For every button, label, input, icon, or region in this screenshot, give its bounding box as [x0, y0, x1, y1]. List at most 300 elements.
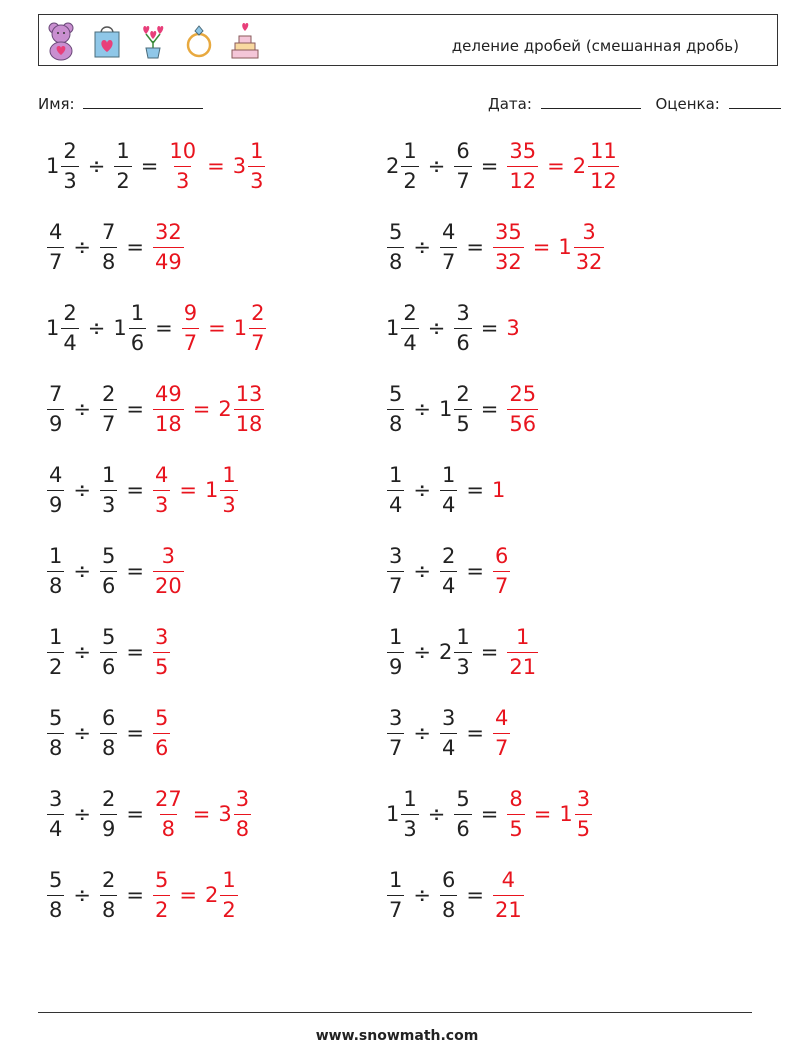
numerator: 1	[250, 139, 264, 164]
fraction	[493, 220, 524, 273]
equals-sign: =	[466, 559, 484, 583]
denominator: 49	[153, 247, 184, 274]
fraction	[153, 544, 184, 597]
fraction	[387, 463, 404, 516]
problem-item	[46, 697, 171, 769]
equals-sign: =	[126, 640, 144, 664]
answer	[492, 544, 511, 597]
fraction	[47, 706, 64, 759]
equals-sign: =	[480, 316, 499, 340]
problem-item	[386, 859, 525, 931]
divide-sign: ÷	[413, 559, 431, 583]
denominator: 2	[47, 652, 64, 679]
denominator: 20	[153, 571, 184, 598]
numerator: 4	[49, 463, 63, 488]
numerator: 4	[494, 706, 509, 731]
whole-number: 2	[218, 397, 232, 421]
whole-number: 3	[506, 316, 520, 340]
fraction	[507, 787, 524, 840]
divide-sign: ÷	[427, 316, 446, 340]
name-field-row	[38, 94, 203, 113]
fraction	[153, 382, 184, 435]
denominator: 9	[47, 490, 64, 517]
numerator: 1	[116, 139, 130, 164]
answer	[152, 544, 185, 597]
whole-number: 1	[46, 154, 60, 178]
fraction	[401, 301, 418, 354]
denominator: 7	[454, 166, 471, 193]
numerator: 7	[101, 220, 116, 245]
numerator: 25	[509, 382, 537, 407]
problem-item	[386, 616, 539, 688]
teddy-bear-icon	[45, 19, 77, 61]
denominator: 7	[387, 571, 404, 598]
divide-sign: ÷	[87, 154, 106, 178]
fraction	[220, 868, 237, 921]
problem-item	[46, 859, 239, 931]
divide-sign: ÷	[413, 235, 431, 259]
whole-number: 1	[438, 397, 453, 421]
numerator: 5	[154, 868, 169, 893]
numerator: 6	[456, 139, 470, 164]
footer-divider	[38, 1012, 752, 1013]
answer	[166, 139, 266, 192]
numerator: 1	[389, 625, 403, 650]
numerator: 8	[509, 787, 523, 812]
fraction	[507, 625, 538, 678]
grade-field[interactable]	[729, 94, 781, 109]
divide-sign: ÷	[73, 478, 91, 502]
fraction	[440, 220, 457, 273]
footer-url: www.snowmath.com	[315, 1028, 479, 1044]
fraction	[387, 382, 404, 435]
answer	[152, 382, 265, 435]
fraction	[401, 139, 418, 192]
equals-sign: =	[192, 397, 211, 421]
divide-sign: ÷	[427, 802, 446, 826]
whole-number: 3	[218, 802, 232, 826]
fraction	[507, 139, 538, 192]
numerator: 3	[456, 301, 470, 326]
equals-sign: =	[126, 235, 144, 259]
divide-sign: ÷	[427, 154, 446, 178]
denominator: 4	[47, 814, 64, 841]
denominator: 7	[47, 247, 64, 274]
fraction	[47, 787, 64, 840]
fraction	[153, 706, 170, 759]
problem-item	[386, 535, 511, 607]
denominator: 8	[234, 814, 251, 841]
fraction	[454, 787, 471, 840]
fraction	[47, 382, 64, 435]
denominator: 7	[440, 247, 457, 274]
answer	[506, 139, 619, 192]
fraction	[387, 220, 404, 273]
whole-number: 1	[558, 235, 572, 259]
cake-icon	[229, 19, 261, 61]
denominator: 3	[100, 490, 117, 517]
fraction	[234, 787, 251, 840]
denominator: 6	[454, 328, 471, 355]
equals-sign: =	[480, 640, 499, 664]
numerator: 3	[235, 787, 250, 812]
whole-number: 3	[232, 154, 247, 178]
answer	[152, 706, 171, 759]
answer	[506, 316, 520, 340]
denominator: 4	[61, 328, 78, 355]
denominator: 4	[440, 571, 457, 598]
whole-number: 1	[233, 316, 248, 340]
fraction	[387, 706, 404, 759]
numerator: 5	[389, 220, 403, 245]
equals-sign: =	[126, 802, 144, 826]
equals-sign: =	[466, 883, 484, 907]
numerator: 5	[101, 544, 116, 569]
numerator: 3	[576, 787, 591, 812]
denominator: 21	[493, 895, 524, 922]
worksheet-title: деление дробей (смешанная дробь)	[451, 37, 739, 55]
numerator: 1	[403, 139, 417, 164]
answer	[506, 382, 539, 435]
fraction	[454, 625, 471, 678]
equals-sign: =	[466, 478, 484, 502]
numerator: 1	[49, 625, 63, 650]
equals-sign: =	[126, 883, 144, 907]
fraction	[575, 787, 592, 840]
numerator: 5	[49, 706, 63, 731]
date-field[interactable]	[541, 94, 641, 109]
equals-sign: =	[140, 154, 159, 178]
numerator: 3	[389, 544, 403, 569]
denominator: 5	[575, 814, 592, 841]
denominator: 6	[100, 652, 117, 679]
numerator: 1	[222, 868, 236, 893]
equals-sign: =	[547, 154, 565, 178]
divide-sign: ÷	[413, 397, 431, 421]
denominator: 2	[220, 895, 237, 922]
equals-sign: =	[155, 316, 173, 340]
answer	[492, 706, 511, 759]
answer	[152, 625, 171, 678]
equals-sign: =	[179, 883, 197, 907]
heart-plant-icon	[137, 19, 169, 61]
numerator: 1	[222, 463, 236, 488]
problem-item	[386, 697, 511, 769]
answer	[181, 301, 268, 354]
problem-item	[46, 292, 267, 364]
fraction	[100, 544, 117, 597]
equals-sign: =	[207, 154, 225, 178]
denominator: 8	[100, 247, 117, 274]
denominator: 6	[129, 328, 146, 355]
denominator: 7	[387, 733, 404, 760]
date-grade-row	[488, 94, 781, 113]
denominator: 3	[61, 166, 78, 193]
divide-sign: ÷	[413, 721, 431, 745]
numerator: 6	[101, 706, 116, 731]
fraction	[47, 625, 64, 678]
denominator: 2	[114, 166, 131, 193]
whole-number: 2	[204, 883, 219, 907]
equals-sign: =	[466, 235, 484, 259]
numerator: 35	[509, 139, 537, 164]
divide-sign: ÷	[73, 802, 91, 826]
denominator: 2	[153, 895, 170, 922]
numerator: 2	[63, 139, 77, 164]
denominator: 4	[401, 328, 418, 355]
denominator: 8	[100, 895, 117, 922]
denominator: 9	[100, 814, 117, 841]
denominator: 8	[387, 409, 404, 436]
numerator: 1	[101, 463, 116, 488]
problem-item	[46, 130, 266, 202]
divide-sign: ÷	[413, 640, 431, 664]
answer	[492, 478, 506, 502]
problem-item	[46, 454, 239, 526]
problem-item	[386, 292, 521, 364]
fraction	[387, 868, 404, 921]
equals-sign: =	[126, 397, 144, 421]
numerator: 10	[169, 139, 197, 164]
header-icons	[45, 19, 261, 61]
answer	[506, 625, 539, 678]
gift-bag-icon	[91, 19, 123, 61]
answer	[152, 868, 239, 921]
ring-icon	[183, 19, 215, 61]
numerator: 1	[389, 868, 403, 893]
problem-item	[386, 454, 506, 526]
numerator: 1	[441, 463, 456, 488]
fraction	[100, 463, 117, 516]
answer	[492, 868, 525, 921]
numerator: 5	[49, 868, 63, 893]
numerator: 2	[101, 868, 116, 893]
numerator: 1	[130, 301, 145, 326]
fraction	[100, 382, 117, 435]
whole-number: 2	[572, 154, 587, 178]
fraction	[100, 220, 117, 273]
equals-sign: =	[126, 721, 144, 745]
denominator: 5	[153, 652, 170, 679]
numerator: 2	[251, 301, 265, 326]
denominator: 4	[440, 733, 457, 760]
fraction	[440, 706, 457, 759]
fraction	[47, 544, 64, 597]
answer	[152, 787, 252, 840]
fraction	[493, 544, 510, 597]
equals-sign: =	[192, 802, 211, 826]
answer	[492, 220, 605, 273]
divide-sign: ÷	[73, 640, 91, 664]
whole-number: 2	[386, 154, 400, 178]
divide-sign: ÷	[413, 478, 431, 502]
numerator: 1	[403, 787, 417, 812]
denominator: 4	[440, 490, 457, 517]
denominator: 3	[220, 490, 237, 517]
numerator: 3	[154, 625, 169, 650]
denominator: 56	[507, 409, 538, 436]
numerator: 5	[456, 787, 470, 812]
fraction	[493, 706, 510, 759]
fraction	[47, 868, 64, 921]
numerator: 3	[389, 706, 403, 731]
equals-sign: =	[466, 721, 484, 745]
fraction	[440, 463, 457, 516]
equals-sign: =	[179, 478, 197, 502]
denominator: 8	[47, 895, 64, 922]
numerator: 3	[161, 544, 176, 569]
denominator: 4	[387, 490, 404, 517]
divide-sign: ÷	[73, 721, 91, 745]
equals-sign: =	[126, 559, 144, 583]
numerator: 5	[389, 382, 403, 407]
denominator: 6	[100, 571, 117, 598]
fraction	[100, 625, 117, 678]
fraction	[454, 301, 471, 354]
numerator: 2	[101, 787, 116, 812]
denominator: 3	[248, 166, 265, 193]
numerator: 3	[49, 787, 63, 812]
problem-item	[46, 616, 171, 688]
numerator: 5	[101, 625, 116, 650]
problem-item	[386, 211, 605, 283]
numerator: 49	[154, 382, 182, 407]
fraction	[249, 301, 266, 354]
numerator: 4	[441, 220, 456, 245]
equals-sign: =	[480, 397, 499, 421]
fraction	[454, 382, 471, 435]
fraction	[588, 139, 619, 192]
fraction	[387, 625, 404, 678]
numerator: 3	[441, 706, 456, 731]
whole-number: 1	[559, 802, 573, 826]
denominator: 3	[153, 490, 170, 517]
numerator: 5	[154, 706, 169, 731]
equals-sign: =	[533, 802, 552, 826]
denominator: 6	[454, 814, 471, 841]
problem-item	[46, 535, 185, 607]
fraction	[182, 301, 199, 354]
numerator: 6	[494, 544, 509, 569]
numerator: 27	[154, 787, 182, 812]
denominator: 3	[174, 166, 191, 193]
denominator: 6	[153, 733, 170, 760]
fraction	[100, 868, 117, 921]
problem-item	[386, 130, 620, 202]
problem-item	[46, 373, 265, 445]
denominator: 18	[153, 409, 184, 436]
denominator: 18	[234, 409, 265, 436]
denominator: 3	[454, 652, 471, 679]
fraction	[387, 544, 404, 597]
numerator: 2	[441, 544, 456, 569]
problem-item	[386, 778, 593, 850]
denominator: 7	[387, 895, 404, 922]
denominator: 32	[493, 247, 524, 274]
fraction	[574, 220, 605, 273]
numerator: 11	[590, 139, 617, 164]
numerator: 6	[441, 868, 456, 893]
denominator: 7	[493, 571, 510, 598]
numerator: 32	[154, 220, 182, 245]
numerator: 3	[582, 220, 596, 245]
fraction	[220, 463, 237, 516]
fraction	[507, 382, 538, 435]
answer	[152, 463, 239, 516]
fraction	[129, 301, 146, 354]
fraction	[61, 139, 78, 192]
denominator: 12	[507, 166, 538, 193]
fraction	[100, 706, 117, 759]
numerator: 4	[154, 463, 169, 488]
denominator: 7	[493, 733, 510, 760]
denominator: 9	[387, 652, 404, 679]
fraction	[153, 463, 170, 516]
fraction	[47, 463, 64, 516]
divide-sign: ÷	[413, 883, 431, 907]
equals-sign: =	[208, 316, 226, 340]
numerator: 2	[101, 382, 116, 407]
divide-sign: ÷	[73, 559, 91, 583]
fraction	[454, 139, 471, 192]
whole-number: 1	[491, 478, 506, 502]
numerator: 2	[63, 301, 77, 326]
equals-sign: =	[126, 478, 144, 502]
numerator: 1	[516, 625, 530, 650]
denominator: 3	[401, 814, 418, 841]
denominator: 12	[588, 166, 619, 193]
problem-item	[46, 211, 185, 283]
whole-number: 1	[113, 316, 127, 340]
fraction	[47, 220, 64, 273]
equals-sign: =	[480, 154, 499, 178]
denominator: 2	[401, 166, 418, 193]
answer	[152, 220, 185, 273]
problem-item	[386, 373, 539, 445]
fraction	[61, 301, 78, 354]
numerator: 2	[403, 301, 417, 326]
denominator: 8	[387, 247, 404, 274]
equals-sign: =	[532, 235, 551, 259]
whole-number: 1	[204, 478, 219, 502]
fraction	[153, 625, 170, 678]
date-label: Дата:	[488, 95, 532, 113]
numerator: 1	[49, 544, 63, 569]
fraction	[153, 868, 170, 921]
divide-sign: ÷	[87, 316, 106, 340]
fraction	[440, 868, 457, 921]
fraction	[248, 139, 265, 192]
numerator: 13	[235, 382, 263, 407]
name-field[interactable]	[83, 94, 203, 109]
numerator: 1	[389, 463, 403, 488]
grade-label: Оценка:	[655, 95, 720, 113]
equals-sign: =	[480, 802, 499, 826]
numerator: 4	[501, 868, 516, 893]
fraction	[234, 382, 265, 435]
denominator: 8	[440, 895, 457, 922]
numerator: 2	[456, 382, 470, 407]
whole-number: 1	[386, 316, 400, 340]
fraction	[153, 787, 184, 840]
divide-sign: ÷	[73, 883, 91, 907]
denominator: 9	[47, 409, 64, 436]
fraction	[114, 139, 131, 192]
denominator: 8	[47, 733, 64, 760]
numerator: 1	[456, 625, 470, 650]
fraction	[167, 139, 198, 192]
header-box	[38, 14, 778, 66]
